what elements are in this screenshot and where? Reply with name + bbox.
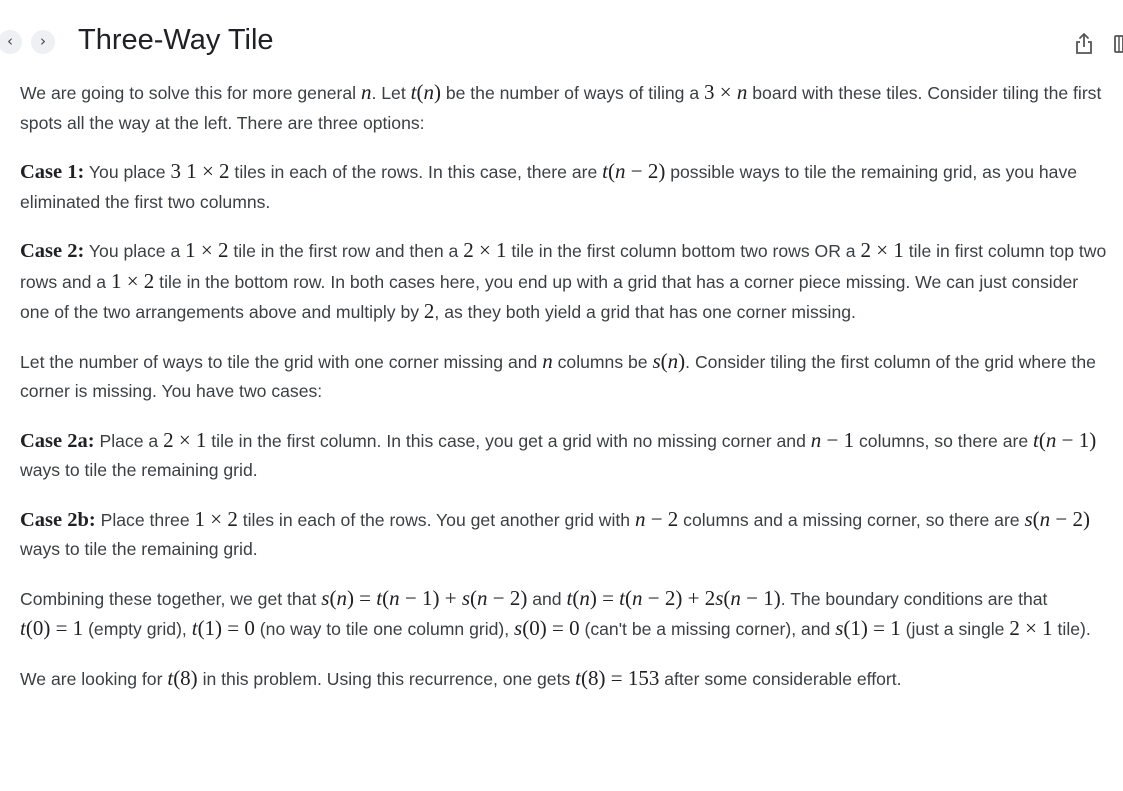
text-run: , as they both yield a grid that has one corner missing. <box>434 302 856 322</box>
paragraph <box>20 505 1110 565</box>
text-run: ways to tile the remaining grid. <box>20 460 258 480</box>
text-run: tile in the first row and then a <box>228 241 464 261</box>
paragraph <box>20 78 1110 138</box>
text-run: (just a single <box>900 619 1010 639</box>
text-run: You place a <box>84 241 186 261</box>
text-run: tile). <box>1052 619 1091 639</box>
text-run: (empty grid), <box>83 619 192 639</box>
math-expression: n <box>360 80 372 104</box>
math-expression: 2 × 1 <box>1009 616 1053 640</box>
paragraph <box>20 584 1110 645</box>
text-run: tile in the bottom row. In both cases here, you end up with a grid that has a corner piece missing. We can just consider one of the two arrangements above and multiply by <box>20 271 1079 322</box>
paragraph <box>20 426 1110 486</box>
math-expression: t(n − 1) <box>1033 427 1097 452</box>
case-label: Case 2b: <box>20 508 96 531</box>
math-expression: t(0) = 1 <box>20 616 84 640</box>
math-expression: 2 <box>423 299 435 323</box>
text-run: Combining these together, we get that <box>20 588 322 609</box>
math-expression: t(8) <box>167 665 198 690</box>
math-expression: n − 1 <box>810 427 855 452</box>
math-expression: 2 × 1 <box>860 238 904 262</box>
math-expression: 1 × 2 <box>185 238 229 262</box>
text-run: Place a <box>94 430 164 451</box>
text-run: board with these tiles. Consider tiling the first spots all the way at the left. There are three options: <box>20 83 1102 133</box>
paragraph <box>20 157 1110 217</box>
text-run: ways to tile the remaining grid. <box>20 539 258 559</box>
text-run: columns, so there are <box>854 430 1034 451</box>
math-expression: s(1) = 1 <box>835 616 901 640</box>
text-run: columns be <box>552 351 653 372</box>
text-run: in this problem. Using this recurrence, one gets <box>197 668 576 689</box>
math-expression: t(n − 2) <box>602 159 666 183</box>
math-expression: n <box>542 348 553 373</box>
share-icon[interactable] <box>1074 32 1094 56</box>
paragraph <box>20 236 1110 328</box>
math-expression: 3 × n <box>704 80 748 104</box>
paragraph <box>20 347 1110 407</box>
math-expression: t(n) = t(n − 2) + 2s(n − 1) <box>566 585 781 610</box>
text-run: and <box>527 588 567 609</box>
math-expression: n − 2 <box>634 506 679 531</box>
forward-button[interactable] <box>31 30 55 54</box>
back-button[interactable] <box>0 30 22 54</box>
math-expression: t(1) = 0 <box>191 616 255 640</box>
text-run: (no way to tile one column grid), <box>254 619 515 639</box>
math-expression: 2 × 1 <box>163 427 207 452</box>
case-label: Case 1: <box>20 161 85 183</box>
chevron-left-icon: ‹ <box>7 32 13 50</box>
math-expression: s(n) = t(n − 1) + s(n − 2) <box>321 585 528 610</box>
math-expression: 1 × 2 <box>110 268 155 293</box>
text-run: tile in first column top two rows and a <box>20 241 1107 292</box>
text-run: . Let <box>371 83 411 103</box>
math-expression: t(8) = 153 <box>575 665 660 690</box>
math-expression: 3 1 × 2 <box>170 159 230 183</box>
text-run: You place <box>84 162 171 182</box>
text-run: tile in the first column bottom two rows OR a <box>506 241 861 261</box>
text-run: We are going to solve this for more general <box>20 83 361 103</box>
text-run: be the number of ways of tiling a <box>440 83 705 103</box>
case-label: Case 2: <box>20 240 85 262</box>
math-expression: t(n) <box>410 80 441 104</box>
text-run: . Consider tiling the first column of the grid where the corner is missing. You have two cases: <box>20 351 1096 401</box>
text-run: tile in the first column. In this case, you get a grid with no missing corner and <box>206 430 811 451</box>
math-expression: 1 × 2 <box>194 506 238 531</box>
text-run: after some considerable effort. <box>659 668 902 689</box>
text-run: Place three <box>95 509 195 530</box>
math-expression: 2 × 1 <box>463 238 507 262</box>
paragraph <box>20 664 1110 695</box>
header-bar <box>0 0 1123 84</box>
text-run: columns and a missing corner, so there are <box>678 509 1025 530</box>
text-run: . The boundary conditions are that <box>780 588 1048 609</box>
text-run: possible ways to tile the remaining grid, as you have eliminated the first two columns. <box>20 162 1078 212</box>
math-expression: s(n − 2) <box>1024 506 1091 531</box>
text-run: tiles in each of the rows. You get another grid with <box>237 509 635 530</box>
math-expression: s(0) = 0 <box>514 616 580 640</box>
text-run: tiles in each of the rows. In this case, there are <box>229 162 603 182</box>
text-run: Let the number of ways to tile the grid with one corner missing and <box>20 351 543 372</box>
solution-text <box>20 78 1110 713</box>
math-expression: s(n) <box>652 348 686 373</box>
case-label: Case 2a: <box>20 429 95 452</box>
page-title: Three-Way Tile <box>78 24 274 56</box>
text-run: We are looking for <box>20 668 168 689</box>
side-panel-icon[interactable] <box>1114 35 1123 53</box>
chevron-right-icon: › <box>40 32 46 50</box>
text-run: (can't be a missing corner), and <box>579 619 836 639</box>
